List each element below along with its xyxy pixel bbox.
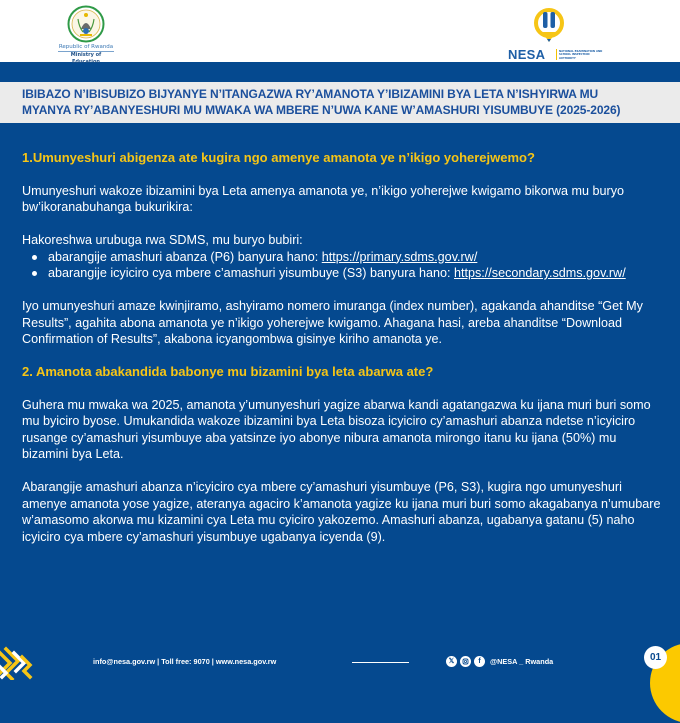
header — [0, 0, 680, 65]
footer-contact-info: info@nesa.gov.rw | Toll free: 9070 | www.nesa.gov.rw — [93, 657, 277, 666]
list-item-text: abarangije icyiciro cya mbere c’amashuri yisumbuye (S3) banyura hano: — [48, 266, 454, 280]
secondary-sdms-link[interactable]: https://secondary.sdms.gov.rw/ — [454, 266, 626, 280]
list-item — [48, 265, 662, 282]
question-2: 2. Amanota abakandida babonye mu bizamini bya leta abarwa ate? — [22, 364, 434, 379]
list-item-text: abarangije amashuri abanza (P6) banyura hano: — [48, 249, 322, 264]
corner-stripes-decoration — [0, 645, 40, 680]
x-icon[interactable]: 𝕏 — [446, 656, 457, 667]
nesa-subtitle: NATIONAL EXAMINATION AND SCHOOL INSPECTION AUTHORITY — [559, 50, 603, 60]
instagram-icon[interactable] — [460, 656, 471, 667]
answer-1-paragraph-2: Iyo umunyeshuri amaze kwinjiramo, ashyiramo nomero imuranga (index number), agakanda ahanditse “Get My Results”, agahita abona amanota ye n’ikigo yoherejwe kwigamo. Ahagana hasi, areba ahanditse “Download Confirmation of Results”, akabona icyangombwa gisinye kiriho amanota ye. — [22, 299, 643, 346]
social-links — [446, 655, 553, 667]
footer-divider — [352, 662, 409, 663]
social-handle[interactable]: @NESA _ Rwanda — [490, 656, 554, 666]
nesa-divider — [556, 49, 557, 60]
republic-of-rwanda-logo — [56, 5, 116, 66]
page-title: IBIBAZO N’IBISUBIZO BIJYANYE N’ITANGAZWA RY’AMANOTA Y’IBIZAMINI BYA LETA N’ISHYIRWA MU MYANYA RY’ABANYESHURI MU MWAKA WA MBERE N’UWA KANE W’AMASHURI YISUMBUYE (2025-2026) — [22, 87, 621, 117]
answer-2-paragraph-1: Guhera mu mwaka wa 2025, amanota y’umunyeshuri yagize abarwa kandi agatangazwa ku ijana muri buri somo mu byiciro byose. Umukandida wakoze ibizamini bya Leta bisoza icyiciro cy’amashuri abanza ndetse n’icyiciro rusange cy’amashuri yisumbuye aba yatsinze iyo abonye nibura amanota mirongo itanu ku ijana (50%) mu bizamini bya Leta. — [22, 397, 651, 461]
sdms-links-list — [22, 249, 662, 282]
primary-sdms-link[interactable]: https://primary.sdms.gov.rw/ — [321, 249, 478, 264]
answer-1-intro: Hakoreshwa urubuga rwa SDMS, mu buryo bubiri: — [22, 233, 303, 247]
answer-1-paragraph-1: Umunyeshuri wakoze ibizamini bya Leta amenya amanota ye, n’ikigo yoherejwe kwigamo bikorwa mu buryo bw’ikoranabuhanga bukurikira: — [22, 183, 624, 214]
list-item — [48, 249, 662, 266]
page-number: 01 — [644, 646, 667, 669]
ministry-of-education-text: Ministry of Education — [70, 52, 102, 65]
faq-content — [22, 150, 662, 545]
title-banner — [0, 82, 680, 123]
nesa-wordmark: NESA — [508, 47, 546, 62]
answer-2-paragraph-2: Abarangije amashuri abanza n’icyiciro cya mbere cy’amashuri yisumbuye (P6, S3), kugira ngo umunyeshuri amenye amanota yose yagize, ateranya agaciro k’amanota yagize ku ijana muri buri somo akagabanya n’umubare w’amasomo akorwa mu kizamini cya Leta mu cyiciro yakozemo. Amashuri abanza, ugabanya gatanu (5) naho icyiciro cya mbere cy’amashuri yisumbuye ugabanya icyenda (9). — [22, 480, 661, 544]
facebook-icon[interactable]: f — [474, 656, 485, 667]
nesa-logo — [508, 8, 603, 60]
nesa-pencil-icon — [532, 8, 566, 48]
rwanda-seal-icon — [67, 5, 105, 43]
republic-of-rwanda-text: Republic of Rwanda — [58, 44, 114, 50]
question-1: 1.Umunyeshuri abigenza ate kugira ngo amenye amanota ye n’ikigo yoherejwemo? — [22, 150, 535, 165]
